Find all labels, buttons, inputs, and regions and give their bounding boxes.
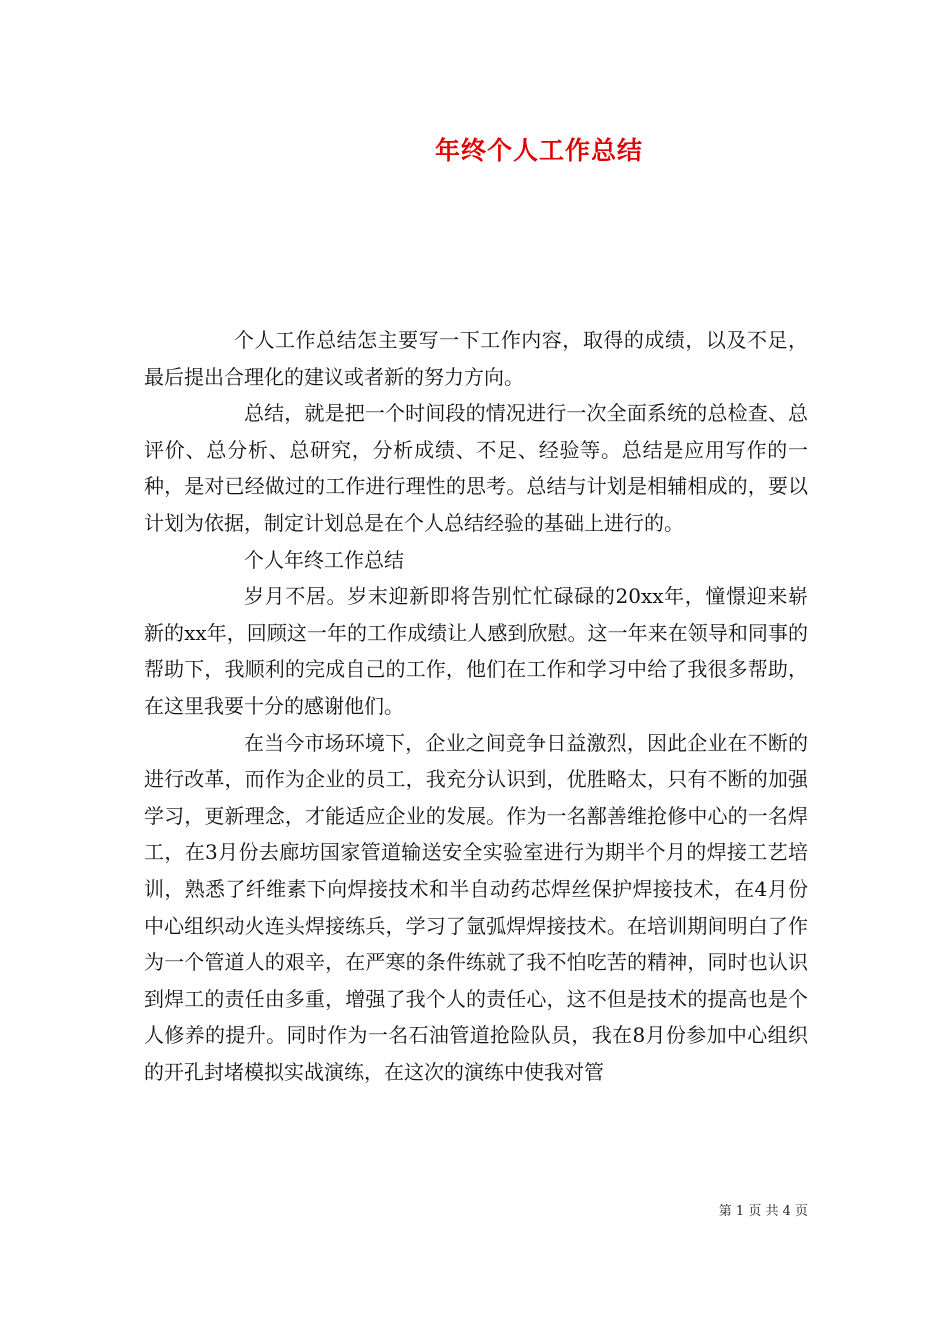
paragraph-year-review: 岁月不居。岁末迎新即将告别忙忙碌碌的20xx年，憧憬迎来崭新的xx年，回顾这一年的工作成绩让人感到欣慰。这一年来在领导和同事的帮助下，我顺利的完成自己的工作，他们在工作和学习中给了我很多帮助，在这里我要十分的感谢他们。 xyxy=(144,584,808,718)
paragraph-work-details: 在当今市场环境下，企业之间竞争日益激烈，因此企业在不断的进行改革，而作为企业的员工，我充分认识到，优胜略太，只有不断的加强学习，更新理念，才能适应企业的发展。作为一名鄯善维抢修中心的一名焊工，在3月份去廊坊国家管道输送安全实验室进行为期半个月的焊接工艺培训，熟悉了纤维素下向焊接技术和半自动药芯焊丝保护焊接技术，在4月份中心组织动火连头焊接练兵，学习了氩弧焊焊接技术。在培训期间明白了作为一个管道人的艰辛，在严寒的条件练就了我不怕吃苦的精神，同时也认识到焊工的责任由多重，增强了我个人的责任心，这不但是技术的提高也是个人修养的提升。同时作为一名石油管道抢险队员，我在8月份参加中心组织的开孔封堵模拟实战演练，在这次的演练中使我对管 xyxy=(144,730,808,1084)
document-title: 年终个人工作总结 xyxy=(434,136,643,165)
page-number: 第 1 页 共 4 页 xyxy=(718,1204,808,1219)
paragraph-definition: 总结，就是把一个时间段的情况进行一次全面系统的总检查、总评价、总分析、总研究，分析成绩、不足、经验等。总结是应用写作的一种，是对已经做过的工作进行理性的思考。总结与计划是相辅相成的，要以计划为依据，制定计划总是在个人总结经验的基础上进行的。 xyxy=(144,401,808,535)
section-heading: 个人年终工作总结 xyxy=(244,547,404,572)
document-body xyxy=(144,322,808,1090)
paragraph-intro: 个人工作总结怎主要写一下工作内容，取得的成绩，以及不足，最后提出合理化的建议或者新的努力方向。 xyxy=(144,328,808,389)
